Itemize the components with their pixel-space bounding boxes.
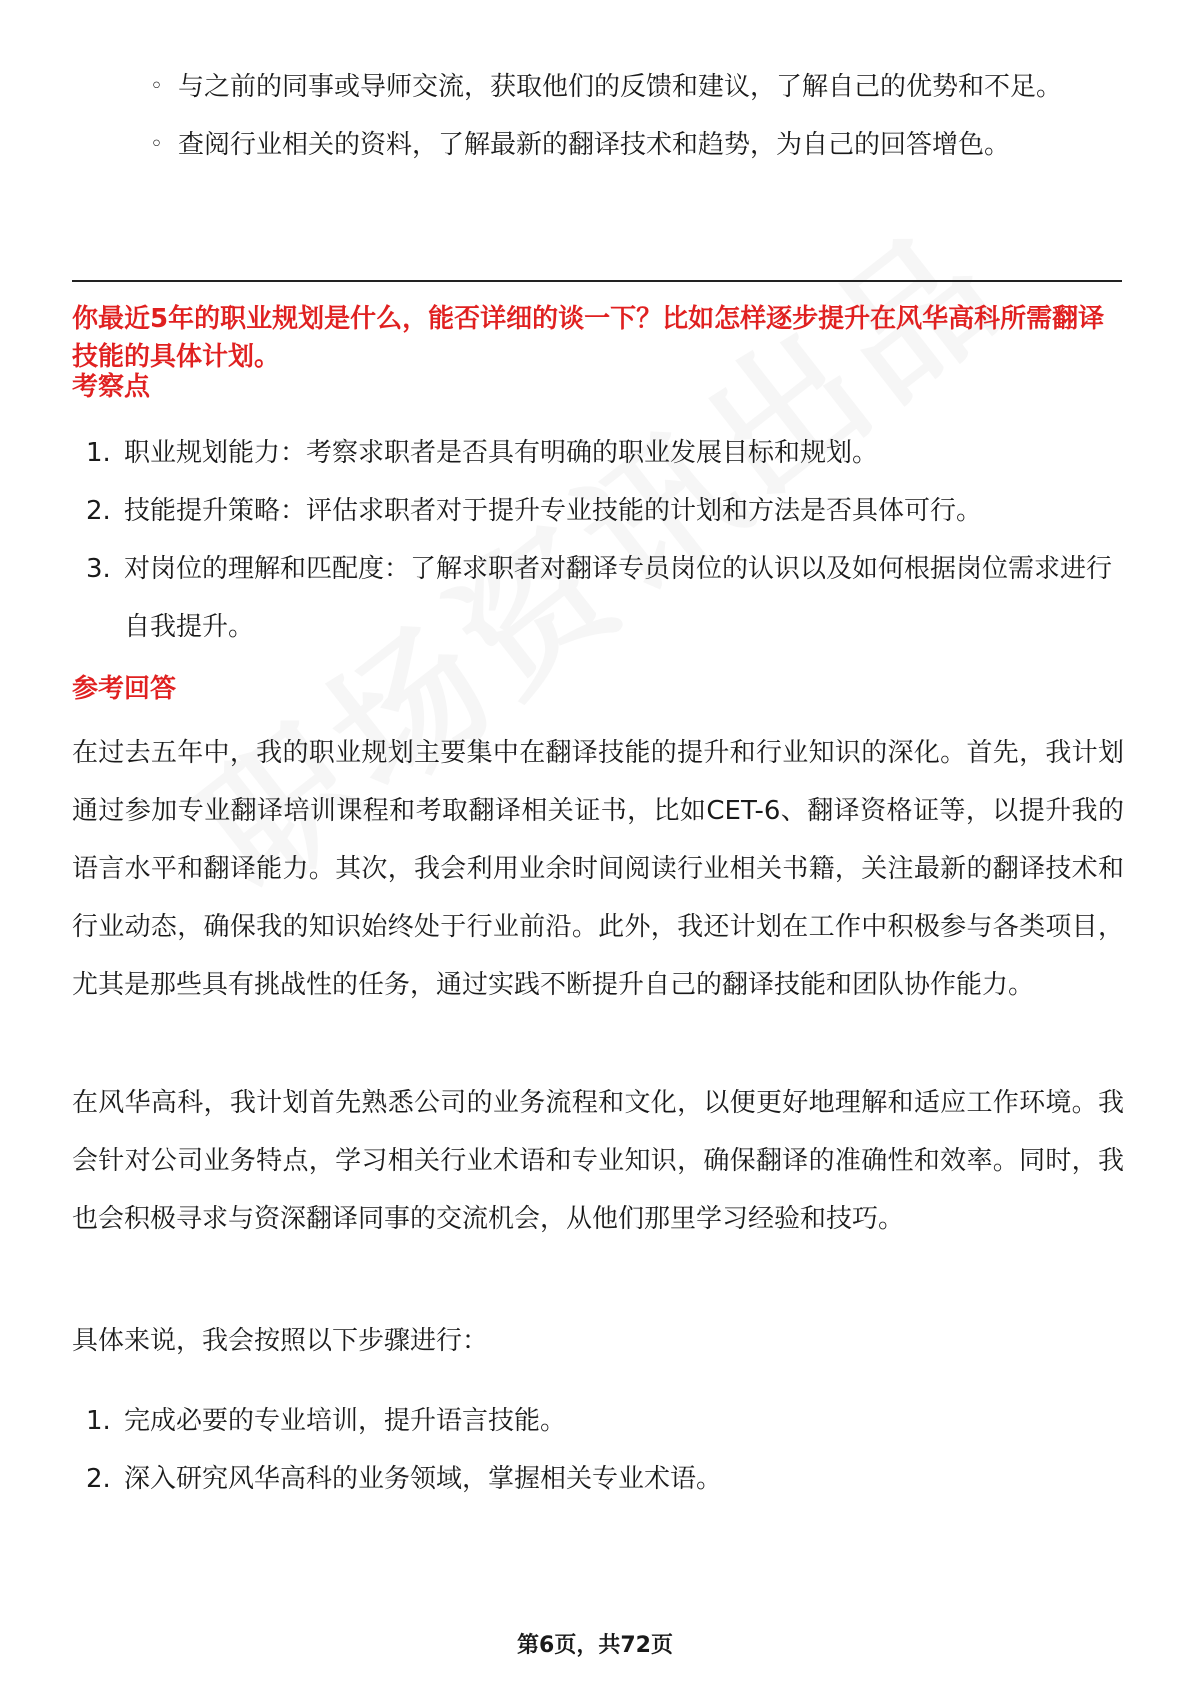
examine-list (72, 424, 1122, 656)
list-item (140, 58, 1120, 116)
answer-heading: 参考回答 (72, 674, 177, 704)
interview-question: 你最近5年的职业规划是什么，能否详细的谈一下？比如怎样逐步提升在风华高科所需翻译技能的具体计划。 (72, 304, 1105, 372)
list-item (72, 540, 1122, 656)
page-number: 第6页，共72页 (517, 1633, 673, 1658)
item-text: 完成必要的专业培训，提升语言技能。 (124, 1406, 567, 1436)
item-number: 1. (86, 438, 111, 468)
item-number: 2. (86, 1464, 111, 1494)
top-bullet-list (140, 58, 1120, 174)
item-text: 对岗位的理解和匹配度：了解求职者对翻译专员岗位的认识以及如何根据岗位需求进行自我提升。 (124, 554, 1113, 642)
bullet-text: 查阅行业相关的资料，了解最新的翻译技术和趋势，为自己的回答增色。 (178, 130, 1011, 160)
item-text: 深入研究风华高科的业务领域，掌握相关专业术语。 (124, 1464, 723, 1494)
examine-heading: 考察点 (72, 372, 151, 402)
answer-paragraph: 在风华高科，我计划首先熟悉公司的业务流程和文化，以便更好地理解和适应工作环境。我会针对公司业务特点，学习相关行业术语和专业知识，确保翻译的准确性和效率。同时，我也会积极寻求与资深翻译同事的交流机会，从他们那里学习经验和技巧。 (72, 1088, 1124, 1234)
bullet-circle-icon: ◦ (150, 132, 163, 157)
item-number: 3. (86, 554, 111, 584)
bullet-text: 与之前的同事或导师交流，获取他们的反馈和建议，了解自己的优势和不足。 (178, 72, 1063, 102)
steps-list (72, 1392, 1122, 1508)
section-divider (72, 280, 1122, 282)
item-text: 技能提升策略：评估求职者对于提升专业技能的计划和方法是否具体可行。 (124, 496, 983, 526)
item-text: 职业规划能力：考察求职者是否具有明确的职业发展目标和规划。 (124, 438, 879, 468)
list-item (72, 1450, 1122, 1508)
answer-paragraph: 在过去五年中，我的职业规划主要集中在翻译技能的提升和行业知识的深化。首先，我计划通过参加专业翻译培训课程和考取翻译相关证书，比如CET-6、翻译资格证等，以提升我的语言水平和翻译能力。其次，我会利用业余时间阅读行业相关书籍，关注最新的翻译技术和行业动态，确保我的知识始终处于行业前沿。此外，我还计划在工作中积极参与各类项目，尤其是那些具有挑战性的任务，通过实践不断提升自己的翻译技能和团队协作能力。 (72, 738, 1124, 1000)
answer-paragraph: 具体来说，我会按照以下步骤进行： (72, 1326, 489, 1356)
item-number: 2. (86, 496, 111, 526)
list-item (72, 1392, 1122, 1450)
list-item (72, 424, 1122, 482)
list-item (72, 482, 1122, 540)
bullet-circle-icon: ◦ (150, 74, 163, 99)
list-item (140, 116, 1120, 174)
item-number: 1. (86, 1406, 111, 1436)
